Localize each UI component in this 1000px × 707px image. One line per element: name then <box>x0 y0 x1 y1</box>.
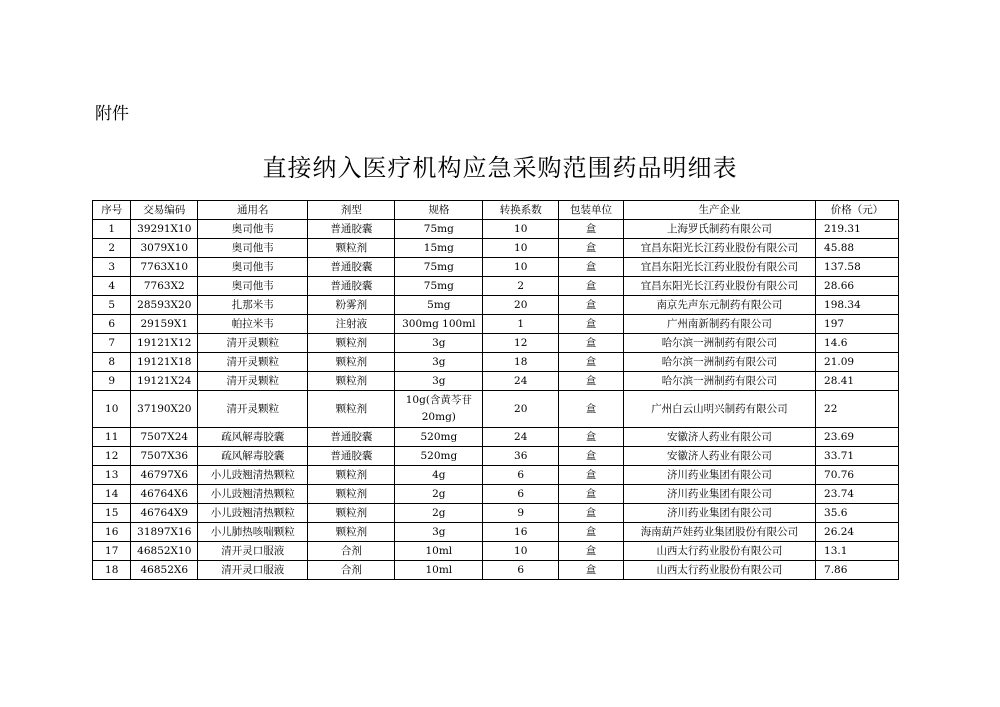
row-no: 8 <box>93 353 131 372</box>
row-form: 颗粒剂 <box>308 504 395 523</box>
row-form: 普通胶囊 <box>308 428 395 447</box>
table-header-row <box>93 201 899 220</box>
row-code: 31897X16 <box>131 523 198 542</box>
row-maker: 济川药业集团有限公司 <box>623 504 815 523</box>
row-no: 12 <box>93 447 131 466</box>
row-maker: 山西太行药业股份有限公司 <box>623 542 815 561</box>
row-no: 5 <box>93 296 131 315</box>
row-maker: 哈尔滨一洲制药有限公司 <box>623 372 815 391</box>
row-no: 10 <box>93 391 131 428</box>
row-no: 17 <box>93 542 131 561</box>
row-spec: 10ml <box>395 561 483 580</box>
row-unit: 盒 <box>559 239 624 258</box>
row-price: 23.69 <box>816 428 899 447</box>
col-header-code: 交易编码 <box>131 201 198 220</box>
row-form: 普通胶囊 <box>308 277 395 296</box>
row-unit: 盒 <box>559 466 624 485</box>
page-title: 直接纳入医疗机构应急采购范围药品明细表 <box>262 154 738 182</box>
row-no: 11 <box>93 428 131 447</box>
row-price: 198.34 <box>816 296 899 315</box>
row-price: 22 <box>816 391 899 428</box>
row-unit: 盒 <box>559 542 624 561</box>
row-maker: 宜昌东阳光长江药业股份有限公司 <box>623 277 815 296</box>
row-maker: 广州南新制药有限公司 <box>623 315 815 334</box>
row-form: 注射液 <box>308 315 395 334</box>
row-name: 扎那米韦 <box>198 296 308 315</box>
row-code: 28593X20 <box>131 296 198 315</box>
table-row <box>93 504 899 523</box>
table-row <box>93 277 899 296</box>
row-code: 29159X1 <box>131 315 198 334</box>
row-form: 颗粒剂 <box>308 391 395 428</box>
row-maker: 济川药业集团有限公司 <box>623 466 815 485</box>
row-no: 18 <box>93 561 131 580</box>
row-name: 小儿肺热咳喘颗粒 <box>198 523 308 542</box>
row-unit: 盒 <box>559 296 624 315</box>
col-header-name: 通用名 <box>198 201 308 220</box>
row-form: 颗粒剂 <box>308 466 395 485</box>
col-header-maker: 生产企业 <box>623 201 815 220</box>
row-form: 普通胶囊 <box>308 447 395 466</box>
row-no: 14 <box>93 485 131 504</box>
row-name: 奥司他韦 <box>198 277 308 296</box>
row-unit: 盒 <box>559 523 624 542</box>
table-row <box>93 485 899 504</box>
row-form: 普通胶囊 <box>308 220 395 239</box>
row-spec: 2g <box>395 485 483 504</box>
row-name: 清开灵颗粒 <box>198 372 308 391</box>
row-code: 46764X9 <box>131 504 198 523</box>
row-form: 颗粒剂 <box>308 239 395 258</box>
row-price: 35.6 <box>816 504 899 523</box>
row-price: 7.86 <box>816 561 899 580</box>
row-spec: 3g <box>395 353 483 372</box>
row-maker: 宜昌东阳光长江药业股份有限公司 <box>623 258 815 277</box>
attachment-label: 附件 <box>95 104 129 124</box>
row-spec: 3g <box>395 523 483 542</box>
col-header-form: 剂型 <box>308 201 395 220</box>
row-maker: 哈尔滨一洲制药有限公司 <box>623 334 815 353</box>
row-factor: 10 <box>483 542 559 561</box>
col-header-no: 序号 <box>93 201 131 220</box>
row-factor: 20 <box>483 296 559 315</box>
row-form: 合剂 <box>308 542 395 561</box>
row-factor: 9 <box>483 504 559 523</box>
row-spec: 3g <box>395 334 483 353</box>
table-row <box>93 372 899 391</box>
row-form: 颗粒剂 <box>308 353 395 372</box>
row-code: 19121X12 <box>131 334 198 353</box>
row-form: 颗粒剂 <box>308 372 395 391</box>
row-spec: 3g <box>395 372 483 391</box>
row-name: 疏风解毒胶囊 <box>198 447 308 466</box>
table-row <box>93 561 899 580</box>
row-factor: 6 <box>483 466 559 485</box>
row-factor: 20 <box>483 391 559 428</box>
table-row <box>93 391 899 428</box>
row-no: 15 <box>93 504 131 523</box>
table-row <box>93 239 899 258</box>
row-price: 137.58 <box>816 258 899 277</box>
row-maker: 哈尔滨一洲制药有限公司 <box>623 353 815 372</box>
row-factor: 10 <box>483 239 559 258</box>
row-unit: 盒 <box>559 277 624 296</box>
row-code: 39291X10 <box>131 220 198 239</box>
row-price: 14.6 <box>816 334 899 353</box>
table-row <box>93 523 899 542</box>
table-row <box>93 447 899 466</box>
row-unit: 盒 <box>559 372 624 391</box>
row-factor: 2 <box>483 277 559 296</box>
row-price: 28.41 <box>816 372 899 391</box>
row-factor: 6 <box>483 561 559 580</box>
row-code: 19121X24 <box>131 372 198 391</box>
row-name: 小儿豉翘清热颗粒 <box>198 504 308 523</box>
row-unit: 盒 <box>559 485 624 504</box>
row-price: 28.66 <box>816 277 899 296</box>
row-spec: 4g <box>395 466 483 485</box>
row-unit: 盒 <box>559 561 624 580</box>
row-factor: 6 <box>483 485 559 504</box>
row-name: 奥司他韦 <box>198 220 308 239</box>
row-spec: 5mg <box>395 296 483 315</box>
row-spec: 75mg <box>395 277 483 296</box>
table-row <box>93 428 899 447</box>
row-no: 13 <box>93 466 131 485</box>
row-spec: 75mg <box>395 220 483 239</box>
row-code: 7763X10 <box>131 258 198 277</box>
table-row <box>93 542 899 561</box>
row-unit: 盒 <box>559 391 624 428</box>
row-price: 219.31 <box>816 220 899 239</box>
row-spec: 520mg <box>395 428 483 447</box>
row-unit: 盒 <box>559 334 624 353</box>
row-unit: 盒 <box>559 315 624 334</box>
row-factor: 24 <box>483 372 559 391</box>
row-price: 21.09 <box>816 353 899 372</box>
row-factor: 36 <box>483 447 559 466</box>
table-row <box>93 258 899 277</box>
row-name: 疏风解毒胶囊 <box>198 428 308 447</box>
row-maker: 安徽济人药业有限公司 <box>623 428 815 447</box>
row-form: 颗粒剂 <box>308 485 395 504</box>
row-maker: 宜昌东阳光长江药业股份有限公司 <box>623 239 815 258</box>
table-row <box>93 334 899 353</box>
row-no: 7 <box>93 334 131 353</box>
row-maker: 广州白云山明兴制药有限公司 <box>623 391 815 428</box>
row-factor: 10 <box>483 258 559 277</box>
row-form: 颗粒剂 <box>308 523 395 542</box>
row-spec: 2g <box>395 504 483 523</box>
row-price: 70.76 <box>816 466 899 485</box>
row-price: 23.74 <box>816 485 899 504</box>
row-form: 合剂 <box>308 561 395 580</box>
row-name: 清开灵颗粒 <box>198 334 308 353</box>
row-form: 粉雾剂 <box>308 296 395 315</box>
row-code: 7507X36 <box>131 447 198 466</box>
row-name: 清开灵颗粒 <box>198 391 308 428</box>
row-unit: 盒 <box>559 447 624 466</box>
row-maker: 济川药业集团有限公司 <box>623 485 815 504</box>
row-factor: 18 <box>483 353 559 372</box>
row-name: 清开灵口服液 <box>198 542 308 561</box>
row-maker: 南京先声东元制药有限公司 <box>623 296 815 315</box>
row-name: 小儿豉翘清热颗粒 <box>198 466 308 485</box>
row-spec: 300mg 100ml <box>395 315 483 334</box>
row-factor: 12 <box>483 334 559 353</box>
row-factor: 1 <box>483 315 559 334</box>
row-no: 1 <box>93 220 131 239</box>
row-spec: 15mg <box>395 239 483 258</box>
row-code: 7507X24 <box>131 428 198 447</box>
row-name: 帕拉米韦 <box>198 315 308 334</box>
row-price: 13.1 <box>816 542 899 561</box>
row-name: 奥司他韦 <box>198 258 308 277</box>
row-unit: 盒 <box>559 353 624 372</box>
row-unit: 盒 <box>559 428 624 447</box>
row-code: 46852X10 <box>131 542 198 561</box>
table-row <box>93 466 899 485</box>
row-maker: 上海罗氏制药有限公司 <box>623 220 815 239</box>
row-spec: 10ml <box>395 542 483 561</box>
row-no: 16 <box>93 523 131 542</box>
row-price: 197 <box>816 315 899 334</box>
row-code: 46797X6 <box>131 466 198 485</box>
row-unit: 盒 <box>559 504 624 523</box>
row-maker: 海南葫芦娃药业集团股份有限公司 <box>623 523 815 542</box>
row-no: 9 <box>93 372 131 391</box>
row-code: 46852X6 <box>131 561 198 580</box>
row-code: 3079X10 <box>131 239 198 258</box>
table-row <box>93 220 899 239</box>
col-header-factor: 转换系数 <box>483 201 559 220</box>
row-maker: 山西太行药业股份有限公司 <box>623 561 815 580</box>
row-name: 清开灵口服液 <box>198 561 308 580</box>
table-row <box>93 353 899 372</box>
row-name: 小儿豉翘清热颗粒 <box>198 485 308 504</box>
row-unit: 盒 <box>559 220 624 239</box>
row-factor: 16 <box>483 523 559 542</box>
row-no: 3 <box>93 258 131 277</box>
row-factor: 24 <box>483 428 559 447</box>
row-code: 37190X20 <box>131 391 198 428</box>
row-price: 33.71 <box>816 447 899 466</box>
row-spec: 520mg <box>395 447 483 466</box>
row-no: 4 <box>93 277 131 296</box>
row-no: 2 <box>93 239 131 258</box>
row-price: 45.88 <box>816 239 899 258</box>
row-no: 6 <box>93 315 131 334</box>
row-spec: 10g(含黄芩苷20mg) <box>395 391 483 428</box>
col-header-price: 价格（元） <box>816 201 899 220</box>
drug-table <box>92 200 899 580</box>
col-header-spec: 规格 <box>395 201 483 220</box>
row-spec: 75mg <box>395 258 483 277</box>
table-row <box>93 315 899 334</box>
table-row <box>93 296 899 315</box>
row-price: 26.24 <box>816 523 899 542</box>
row-factor: 10 <box>483 220 559 239</box>
col-header-unit: 包装单位 <box>559 201 624 220</box>
row-code: 19121X18 <box>131 353 198 372</box>
row-unit: 盒 <box>559 258 624 277</box>
row-code: 7763X2 <box>131 277 198 296</box>
row-code: 46764X6 <box>131 485 198 504</box>
row-form: 颗粒剂 <box>308 334 395 353</box>
row-form: 普通胶囊 <box>308 258 395 277</box>
row-name: 清开灵颗粒 <box>198 353 308 372</box>
row-name: 奥司他韦 <box>198 239 308 258</box>
row-maker: 安徽济人药业有限公司 <box>623 447 815 466</box>
